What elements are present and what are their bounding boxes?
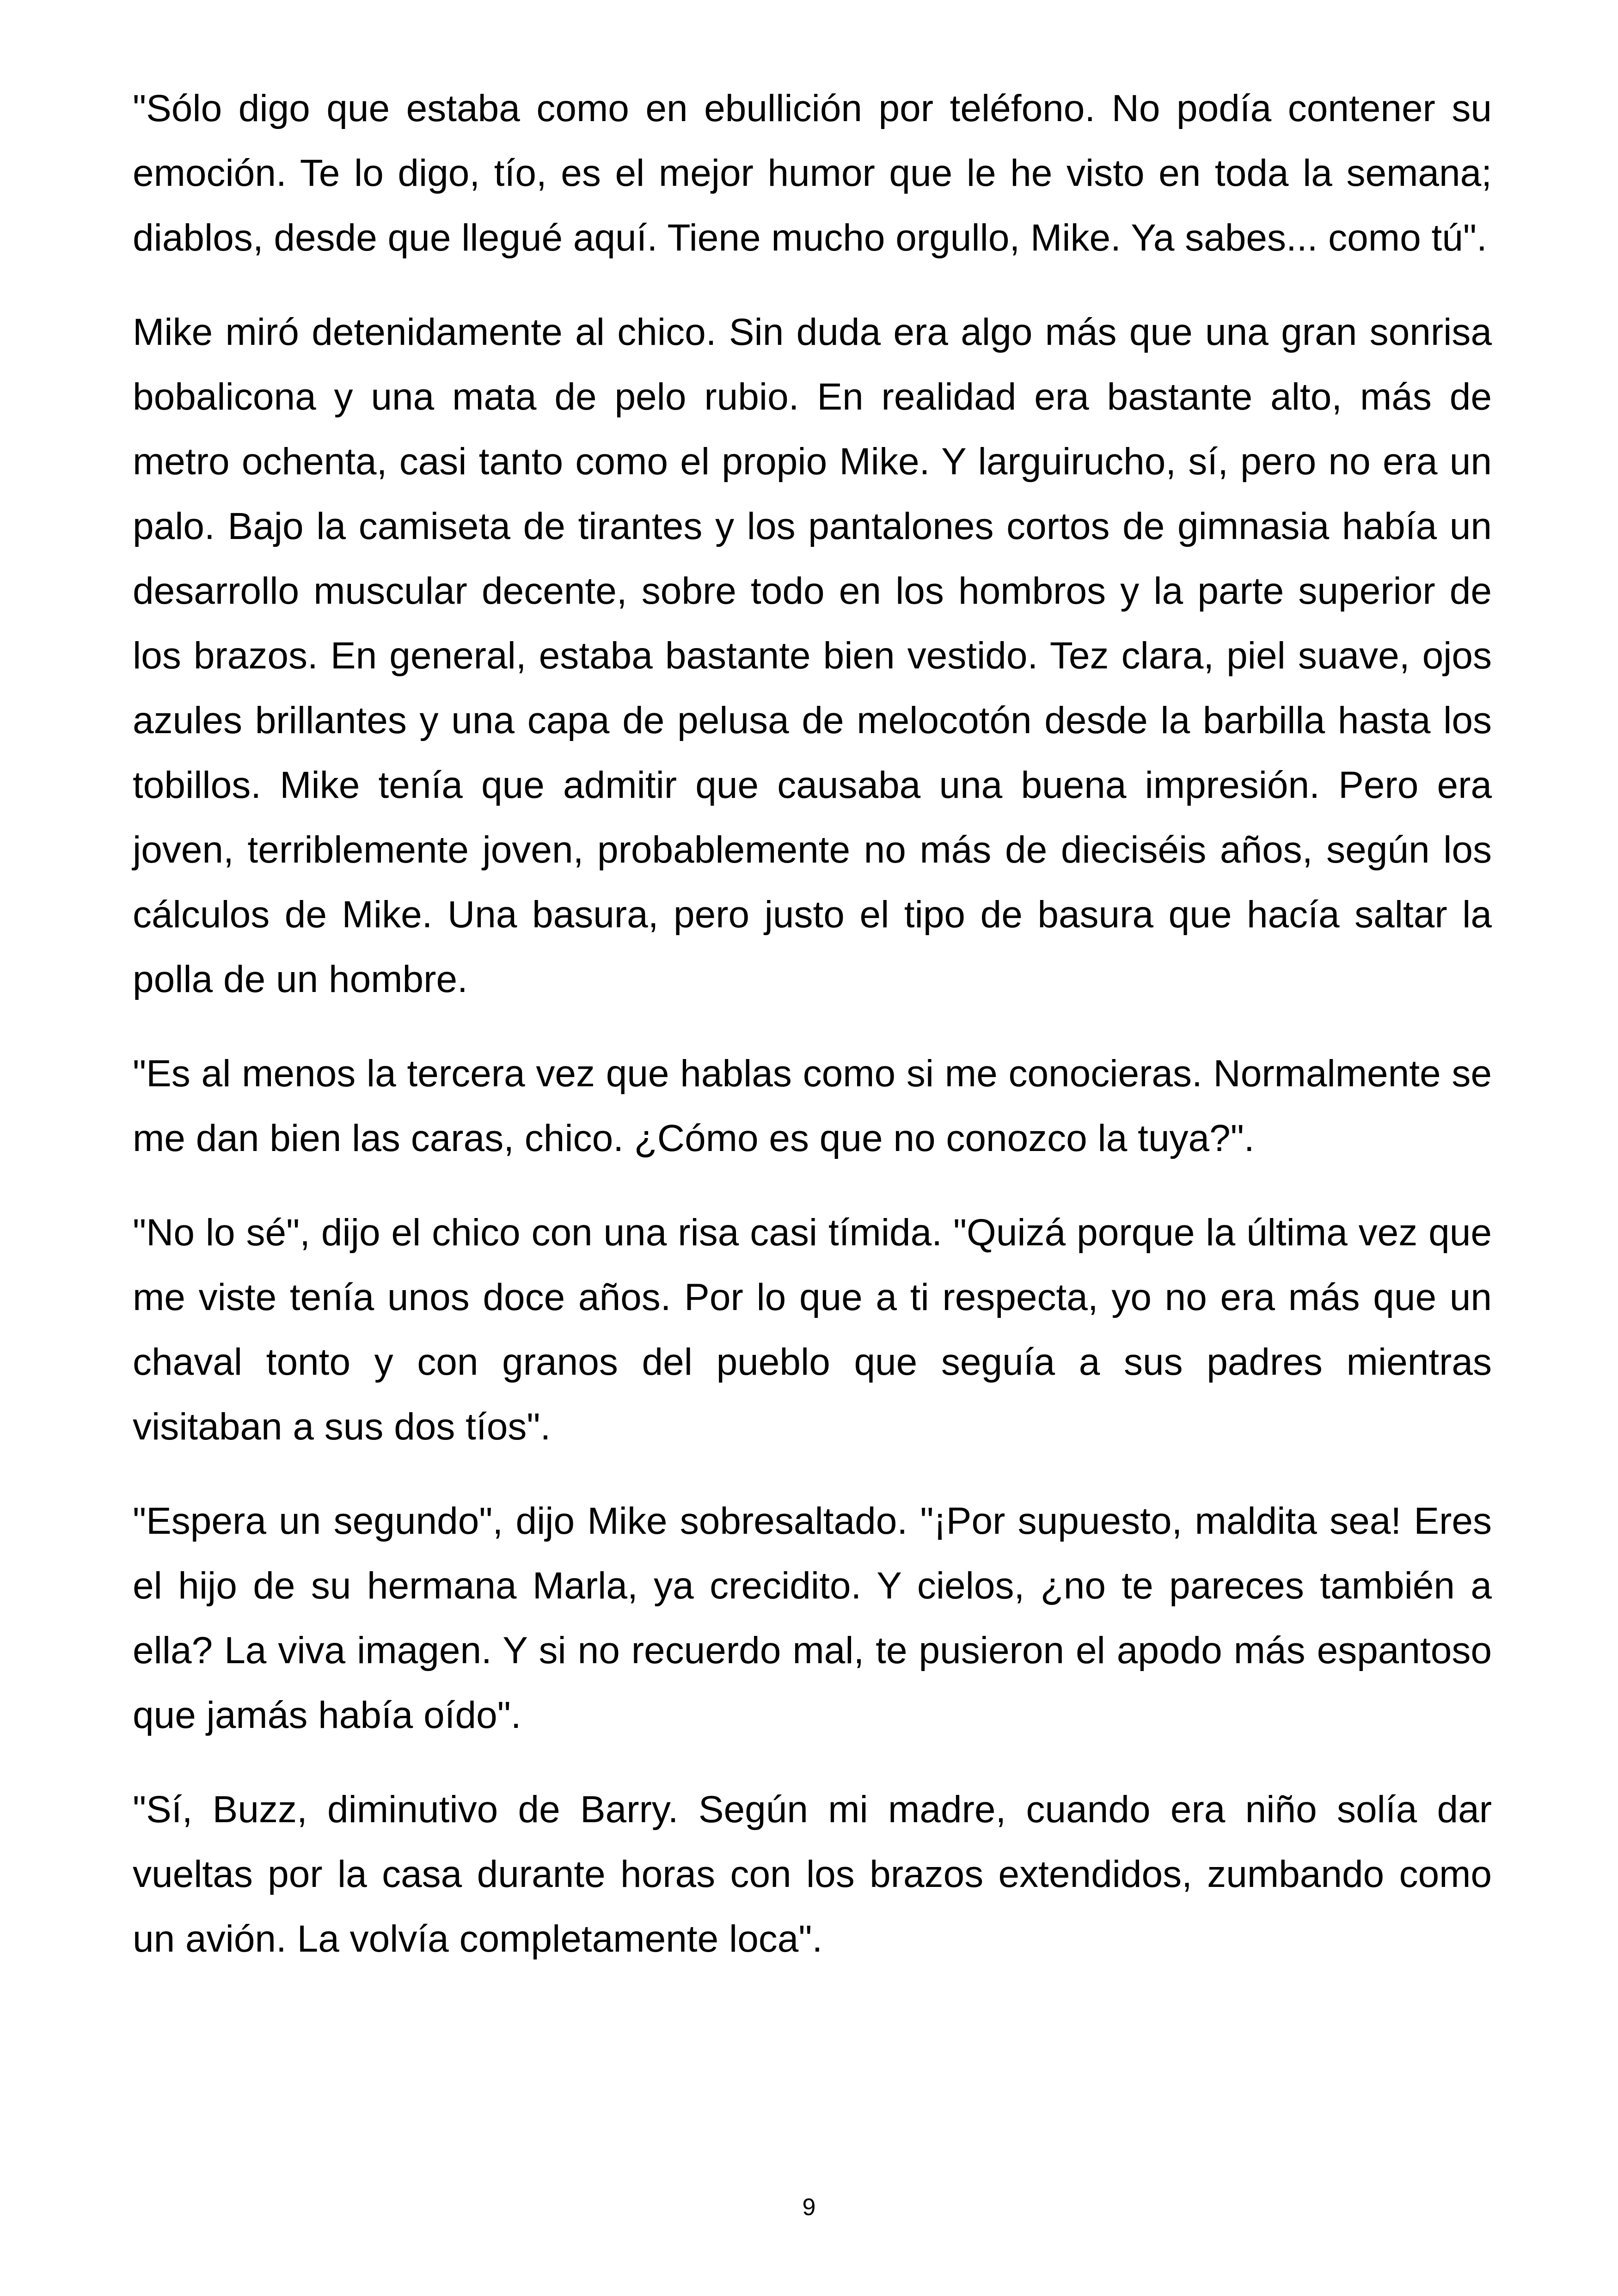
paragraph: "Sí, Buzz, diminutivo de Barry. Según mi madre, cuando era niño solía dar vueltas por la casa durante horas con los brazos extendidos, zumbando como un avión. La volvía completamente loca". (133, 1788, 1492, 1960)
paragraph: "No lo sé", dijo el chico con una risa casi tímida. "Quizá porque la última vez que me viste tenía unos doce años. Por lo que a ti respecta, yo no era más que un chaval tonto y con granos del pueblo que seguía a sus padres mientras visitaban a sus dos tíos". (133, 1212, 1492, 1448)
paragraph: "Espera un segundo", dijo Mike sobresaltado. "¡Por supuesto, maldita sea! Eres el hijo de su hermana Marla, ya crecidito. Y cielos, ¿no te pareces también a ella? La viva imagen. Y si no recuerdo mal, te pusieron el apodo más espantoso que jamás había oído". (133, 1500, 1492, 1736)
page-number: 9 (802, 2194, 816, 2221)
paragraph: "Es al menos la tercera vez que hablas como si me conocieras. Normalmente se me dan bien las caras, chico. ¿Cómo es que no conozco la tuya?". (133, 1053, 1492, 1159)
paragraph: Mike miró detenidamente al chico. Sin duda era algo más que una gran sonrisa bobalicona y una mata de pelo rubio. En realidad era bastante alto, más de metro ochenta, casi tanto como el propio Mike. Y larguirucho, sí, pero no era un palo. Bajo la camiseta de tirantes y los pantalones cortos de gimnasia había un desarrollo muscular decente, sobre todo en los hombros y la parte superior de los brazos. En general, estaba bastante bien vestido. Tez clara, piel suave, ojos azules brillantes y una capa de pelusa de melocotón desde la barbilla hasta los tobillos. Mike tenía que admitir que causaba una buena impresión. Pero era joven, terriblemente joven, probablemente no más de dieciséis años, según los cálculos de Mike. Una basura, pero justo el tipo de basura que hacía saltar la polla de un hombre. (133, 311, 1492, 1000)
body-text (133, 76, 1492, 2001)
paragraph: "Sólo digo que estaba como en ebullición por teléfono. No podía contener su emoción. Te lo digo, tío, es el mejor humor que le he visto en toda la semana; diablos, desde que llegué aquí. Tiene mucho orgullo, Mike. Ya sabes... como tú". (133, 87, 1492, 259)
